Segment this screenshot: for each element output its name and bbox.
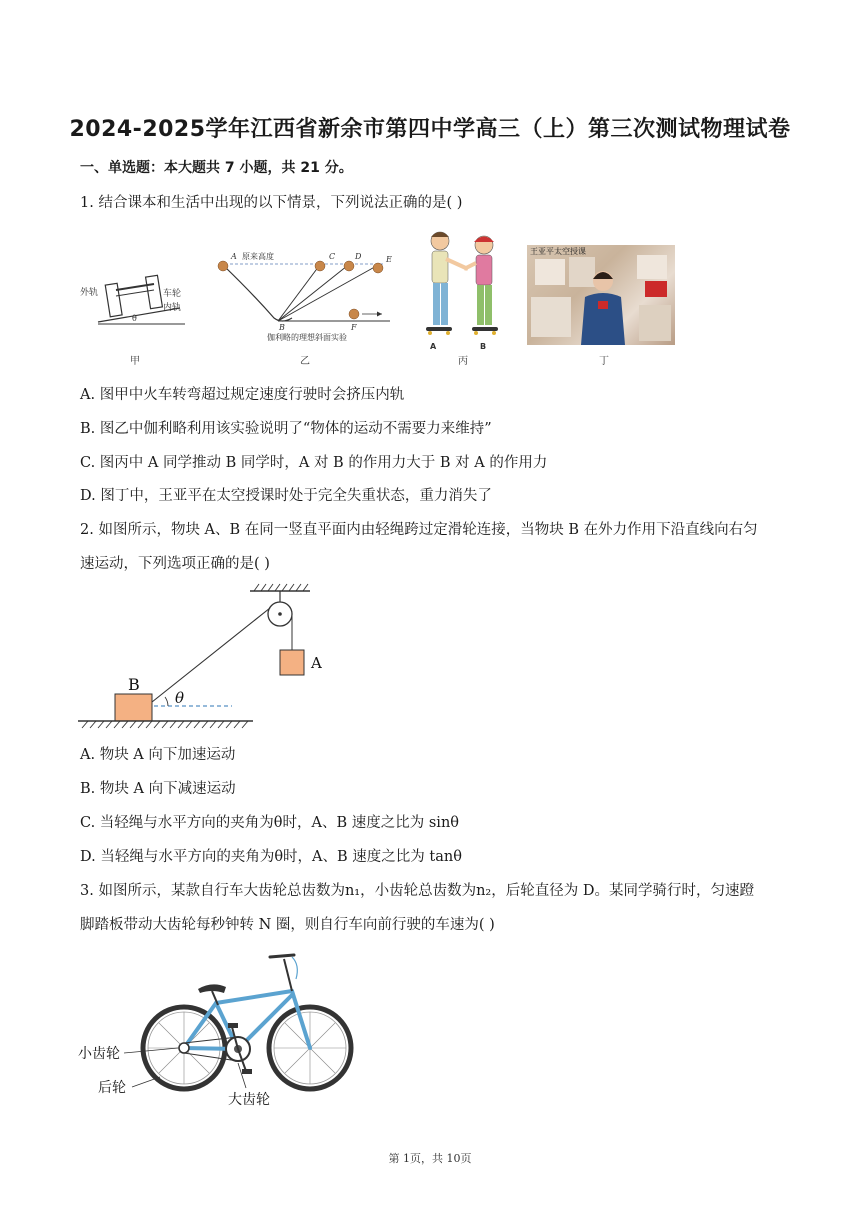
- theta-label: θ: [132, 314, 137, 323]
- q1-option-d: D. 图丁中，王亚平在太空授课时处于完全失重状态，重力消失了: [80, 488, 492, 504]
- q2-option-d: D. 当轻绳与水平方向的夹角为θ时，A、B 速度之比为 tanθ: [80, 849, 462, 865]
- q2-stem-line1: 2. 如图所示，物块 A、B 在同一竖直平面内由轻绳跨过定滑轮连接，当物块 B 在外力作用下沿直线向右匀: [80, 522, 758, 538]
- figure-pulley: [78, 580, 338, 730]
- figure-bicycle: [78, 945, 358, 1115]
- original-height-label: 原来高度: [242, 252, 274, 261]
- point-b-label: B: [279, 323, 285, 332]
- theta-angle-label: θ: [175, 689, 185, 707]
- q3-stem-line2: 脚踏板带动大齿轮每秒钟转 N 圈，则自行车向前行驶的车速为( ): [80, 917, 495, 933]
- figure-yi-incline: [212, 248, 397, 345]
- point-d-label: D: [355, 252, 362, 261]
- block-b-label: B: [128, 675, 140, 694]
- inner-rail-label: 内轨: [163, 303, 182, 313]
- q1-option-b: B. 图乙中伽利略利用该实验说明了“物体的运动不需要力来维持”: [80, 421, 492, 437]
- q1-option-c: C. 图丙中 A 同学推动 B 同学时，A 对 B 的作用力大于 B 对 A 的作用力: [80, 455, 548, 471]
- page-footer: 第 1页，共 10页: [388, 1152, 472, 1165]
- wheel-label: 车轮: [163, 289, 182, 299]
- skater-b-label: B: [480, 342, 487, 351]
- q2-option-a: A. 物块 A 向下加速运动: [80, 747, 236, 763]
- rear-wheel-label: 后轮: [98, 1080, 126, 1096]
- big-gear-label: 大齿轮: [228, 1092, 270, 1108]
- q3-stem-line1: 3. 如图所示，某款自行车大齿轮总齿数为n₁，小齿轮总齿数为n₂，后轮直径为 D。某同学骑行时，匀速蹬: [80, 883, 754, 899]
- caption-bing: 丙: [458, 356, 468, 367]
- caption-ding: 丁: [599, 356, 609, 367]
- photo-label: 王亚平太空授课: [530, 247, 586, 256]
- block-a-label: A: [311, 654, 322, 672]
- outer-rail-label: 外轨: [80, 288, 99, 298]
- page-title: 2024-2025学年江西省新余市第四中学高三（上）第三次测试物理试卷: [69, 117, 791, 142]
- q2-option-b: B. 物块 A 向下减速运动: [80, 781, 236, 797]
- skater-a-label: A: [430, 342, 437, 351]
- q2-stem-line2: 速运动，下列选项正确的是( ): [80, 556, 270, 572]
- q2-option-c: C. 当轻绳与水平方向的夹角为θ时，A、B 速度之比为 sinθ: [80, 815, 460, 831]
- small-gear-label: 小齿轮: [78, 1046, 120, 1062]
- point-a-label: A: [231, 252, 237, 261]
- figure-jia-track: [80, 262, 190, 337]
- astronaut-photo: [527, 245, 675, 345]
- galileo-subtitle: 伽利略的理想斜面实验: [267, 333, 347, 342]
- point-e-label: E: [386, 255, 392, 264]
- point-c-label: C: [329, 252, 336, 261]
- q1-stem: 1. 结合课本和生活中出现的以下情景，下列说法正确的是( ): [80, 195, 463, 211]
- caption-yi: 乙: [300, 356, 310, 367]
- point-f-label: F: [351, 323, 357, 332]
- caption-jia: 甲: [130, 356, 140, 367]
- section-heading: 一、单选题：本大题共 7 小题，共 21 分。: [80, 160, 353, 176]
- figure-bing-skaters: [418, 225, 508, 355]
- q1-option-a: A. 图甲中火车转弯超过规定速度行驶时会挤压内轨: [80, 387, 405, 403]
